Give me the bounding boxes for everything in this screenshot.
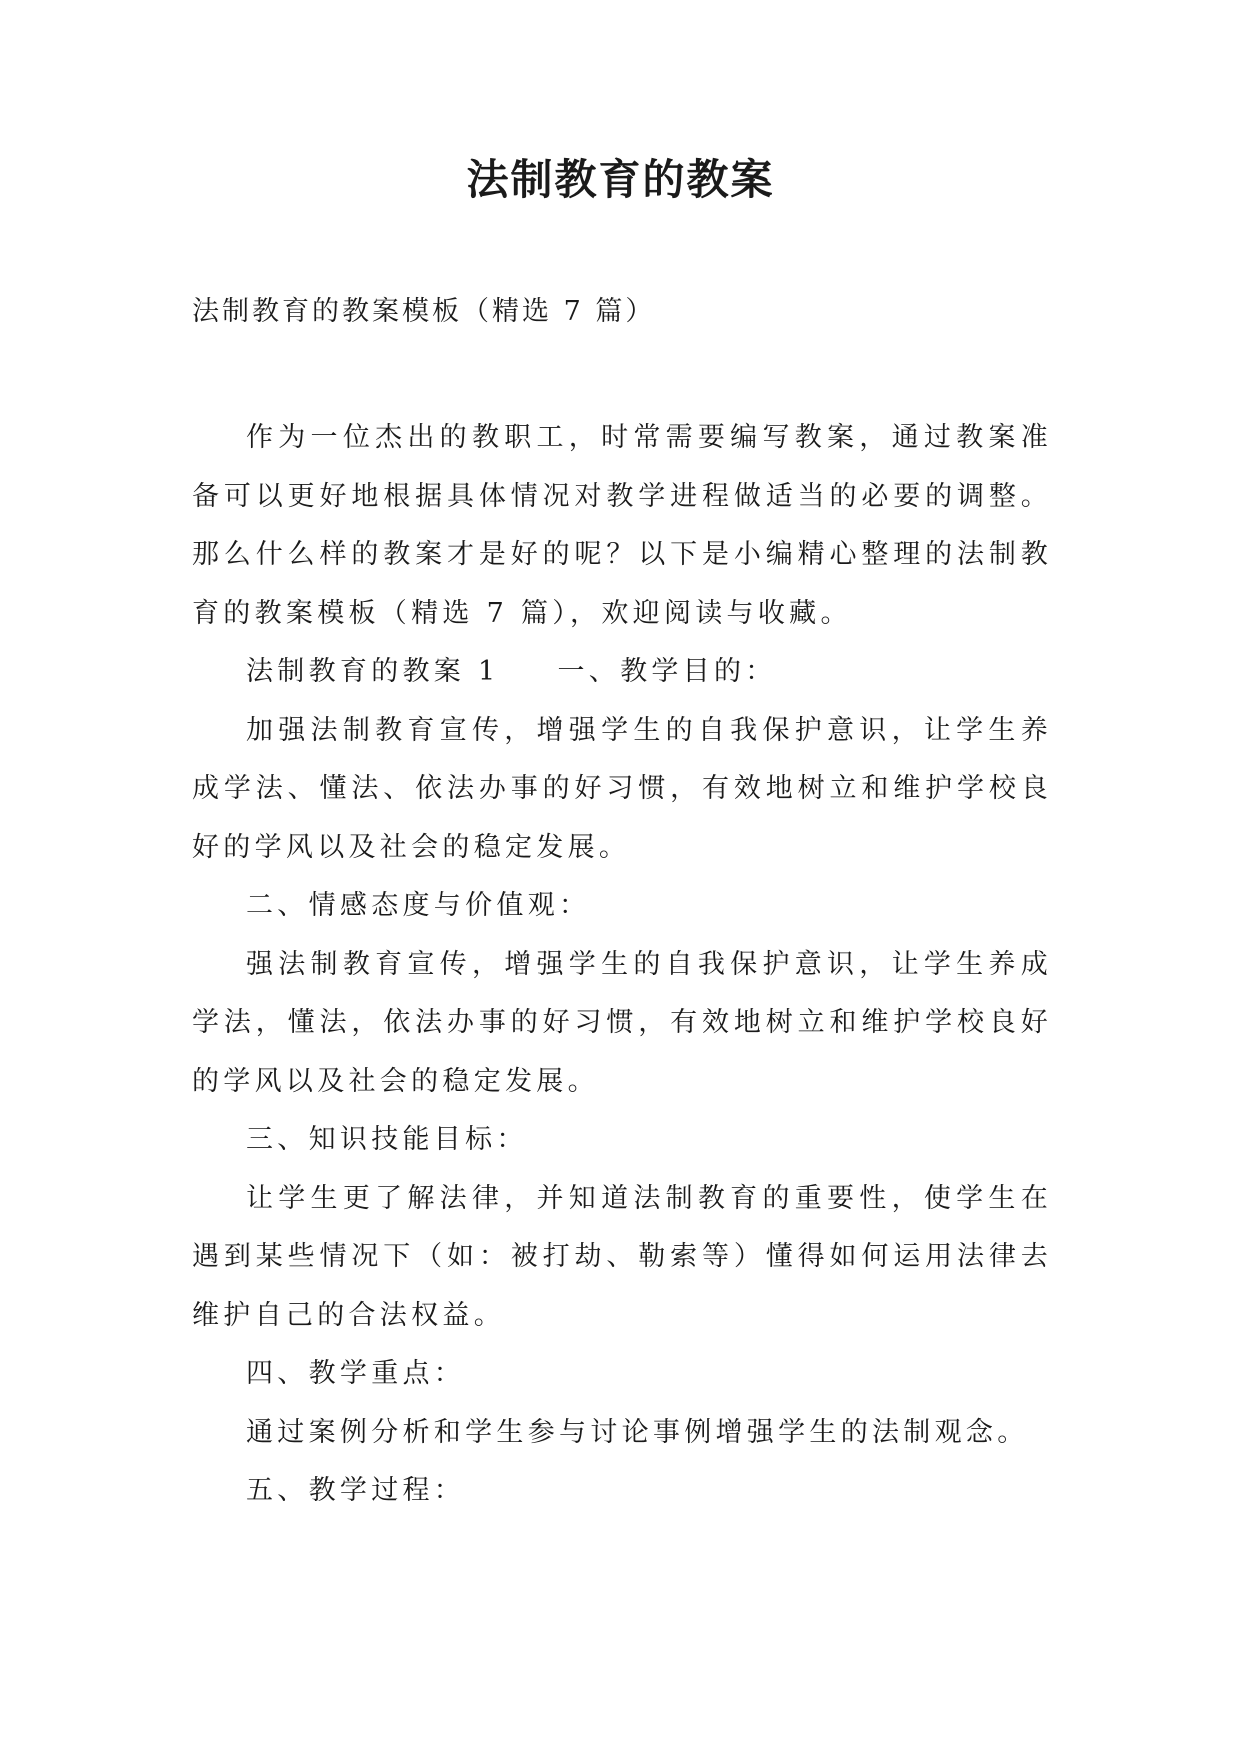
document-subtitle: 法制教育的教案模板（精选 7 篇） bbox=[192, 296, 656, 327]
focus-heading: 四、教学重点： bbox=[246, 1358, 466, 1389]
emotion-heading: 二、情感态度与价值观： bbox=[246, 890, 591, 921]
section-heading-line bbox=[192, 643, 1052, 702]
goal-heading: 一、教学目的： bbox=[557, 656, 777, 687]
section-title: 法制教育的教案 1 bbox=[246, 656, 500, 687]
intro-paragraph: 作为一位杰出的教职工，时常需要编写教案，通过教案准备可以更好地根据具体情况对教学进程做适当的必要的调整。那么什么样的教案才是好的呢？以下是小编精心整理的法制教育的教案模板（精选 7 篇），欢迎阅读与收藏。 bbox=[192, 422, 1052, 629]
document-body bbox=[192, 409, 1052, 1521]
skill-heading: 三、知识技能目标： bbox=[246, 1124, 528, 1155]
skill-paragraph: 让学生更了解法律，并知道法制教育的重要性，使学生在遇到某些情况下（如：被打劫、勒索等）懂得如何运用法律去维护自己的合法权益。 bbox=[192, 1182, 1052, 1331]
document-title: 法制教育的教案 bbox=[466, 155, 775, 204]
process-heading: 五、教学过程： bbox=[246, 1475, 466, 1506]
goal-paragraph: 加强法制教育宣传，增强学生的自我保护意识，让学生养成学法、懂法、依法办事的好习惯，有效地树立和维护学校良好的学风以及社会的稳定发展。 bbox=[192, 714, 1052, 863]
focus-paragraph: 通过案例分析和学生参与讨论事例增强学生的法制观念。 bbox=[246, 1416, 1029, 1448]
emotion-paragraph: 强法制教育宣传，增强学生的自我保护意识，让学生养成学法，懂法，依法办事的好习惯，有效地树立和维护学校良好的学风以及社会的稳定发展。 bbox=[192, 948, 1052, 1097]
